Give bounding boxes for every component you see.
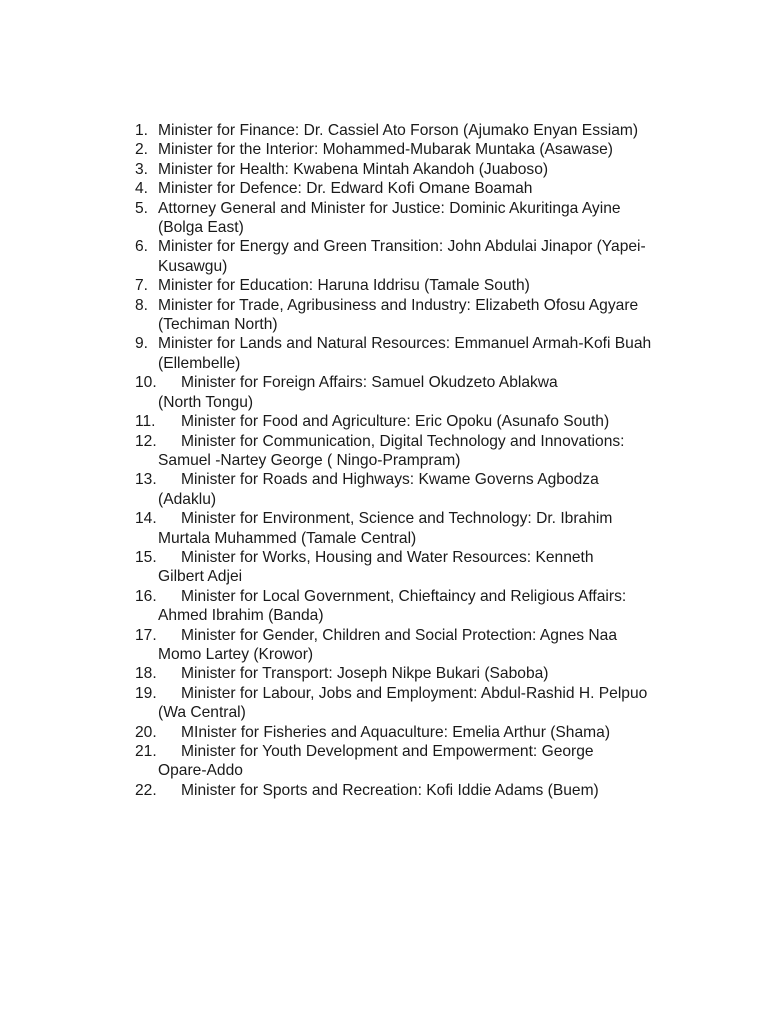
list-item — [135, 334, 680, 373]
list-item — [135, 509, 680, 548]
item-number: 8. — [135, 296, 149, 314]
item-number: 20. — [135, 723, 157, 741]
list-item — [135, 140, 680, 159]
item-text: Minister for Works, Housing and Water Resources: Kenneth Gilbert Adjei — [158, 548, 594, 586]
item-number: 15. — [135, 548, 157, 566]
list-item — [135, 723, 680, 742]
list-item — [135, 781, 680, 800]
item-number: 7. — [135, 277, 149, 295]
item-text: Minister for Environment, Science and Technology: Dr. Ibrahim Murtala Muhammed (Tamale Central) — [158, 510, 613, 547]
list-item — [135, 160, 680, 179]
list-item — [135, 276, 680, 295]
item-text: Minister for Trade, Agribusiness and Industry: Elizabeth Ofosu Agyare (Techiman North) — [158, 296, 639, 334]
list-item — [135, 412, 680, 431]
item-number: 16. — [135, 587, 157, 605]
item-text: Minister for Energy and Green Transition: John Abdulai Jinapor (Yapei- Kusawgu) — [158, 238, 646, 275]
item-text: Minister for Communication, Digital Technology and Innovations: Samuel -Nartey George ( Ningo-Prampram) — [158, 432, 625, 469]
item-number: 13. — [135, 471, 157, 489]
item-text: Minister for Food and Agriculture: Eric Opoku (Asunafo South) — [181, 413, 610, 431]
item-number: 17. — [135, 626, 157, 644]
item-text: Minister for Lands and Natural Resources: Emmanuel Armah-Kofi Buah (Ellembelle) — [158, 335, 652, 372]
list-item — [135, 432, 680, 471]
item-text: Minister for Health: Kwabena Mintah Akandoh (Juaboso) — [158, 160, 549, 178]
item-number: 10. — [135, 374, 157, 392]
item-text: Minister for Defence: Dr. Edward Kofi Omane Boamah — [158, 180, 533, 198]
item-text: Attorney General and Minister for Justice: Dominic Akuritinga Ayine (Bolga East) — [158, 199, 621, 237]
item-text: Minister for Transport: Joseph Nikpe Bukari (Saboba) — [181, 665, 549, 683]
item-number: 22. — [135, 781, 157, 799]
item-number: 1. — [135, 122, 149, 139]
ministers-list — [135, 121, 680, 800]
item-number: 19. — [135, 684, 157, 702]
item-text: Minister for Foreign Affairs: Samuel Okudzeto Ablakwa (North Tongu) — [158, 374, 558, 411]
item-number: 4. — [135, 180, 149, 198]
list-item — [135, 373, 680, 412]
item-text: Minister for Local Government, Chieftaincy and Religious Affairs: Ahmed Ibrahim (Banda) — [158, 587, 627, 625]
item-number: 2. — [135, 141, 149, 159]
item-text: Minister for Sports and Recreation: Kofi Iddie Adams (Buem) — [181, 781, 599, 799]
list-item — [135, 587, 680, 626]
item-text: Minister for Labour, Jobs and Employment: Abdul-Rashid H. Pelpuo (Wa Central) — [158, 684, 648, 722]
item-number: 21. — [135, 743, 157, 760]
item-number: 11. — [135, 413, 156, 431]
list-item — [135, 684, 680, 723]
item-number: 18. — [135, 665, 157, 683]
item-text: MInister for Fisheries and Aquaculture: Emelia Arthur (Shama) — [181, 723, 611, 741]
list-item — [135, 742, 680, 781]
list-item — [135, 296, 680, 335]
item-number: 6. — [135, 238, 149, 256]
item-number: 5. — [135, 199, 149, 217]
list-item — [135, 470, 680, 509]
item-number: 14. — [135, 510, 157, 528]
item-text: Minister for Gender, Children and Social Protection: Agnes Naa Momo Lartey (Krowor) — [158, 626, 617, 663]
item-text: Minister for Roads and Highways: Kwame Governs Agbodza (Adaklu) — [158, 471, 599, 508]
list-item — [135, 237, 680, 276]
list-item — [135, 179, 680, 198]
list-item — [135, 664, 680, 683]
item-number: 12. — [135, 432, 157, 450]
item-number: 9. — [135, 335, 149, 353]
list-item — [135, 121, 680, 140]
item-text: Minister for Youth Development and Empowerment: George Opare-Addo — [158, 743, 594, 780]
item-number: 3. — [135, 160, 149, 178]
item-text: Minister for Finance: Dr. Cassiel Ato Forson (Ajumako Enyan Essiam) — [158, 122, 639, 139]
list-item — [135, 199, 680, 238]
item-text: Minister for Education: Haruna Iddrisu (Tamale South) — [158, 277, 530, 295]
list-item — [135, 626, 680, 665]
item-text: Minister for the Interior: Mohammed-Mubarak Muntaka (Asawase) — [158, 141, 613, 159]
list-item — [135, 548, 680, 587]
